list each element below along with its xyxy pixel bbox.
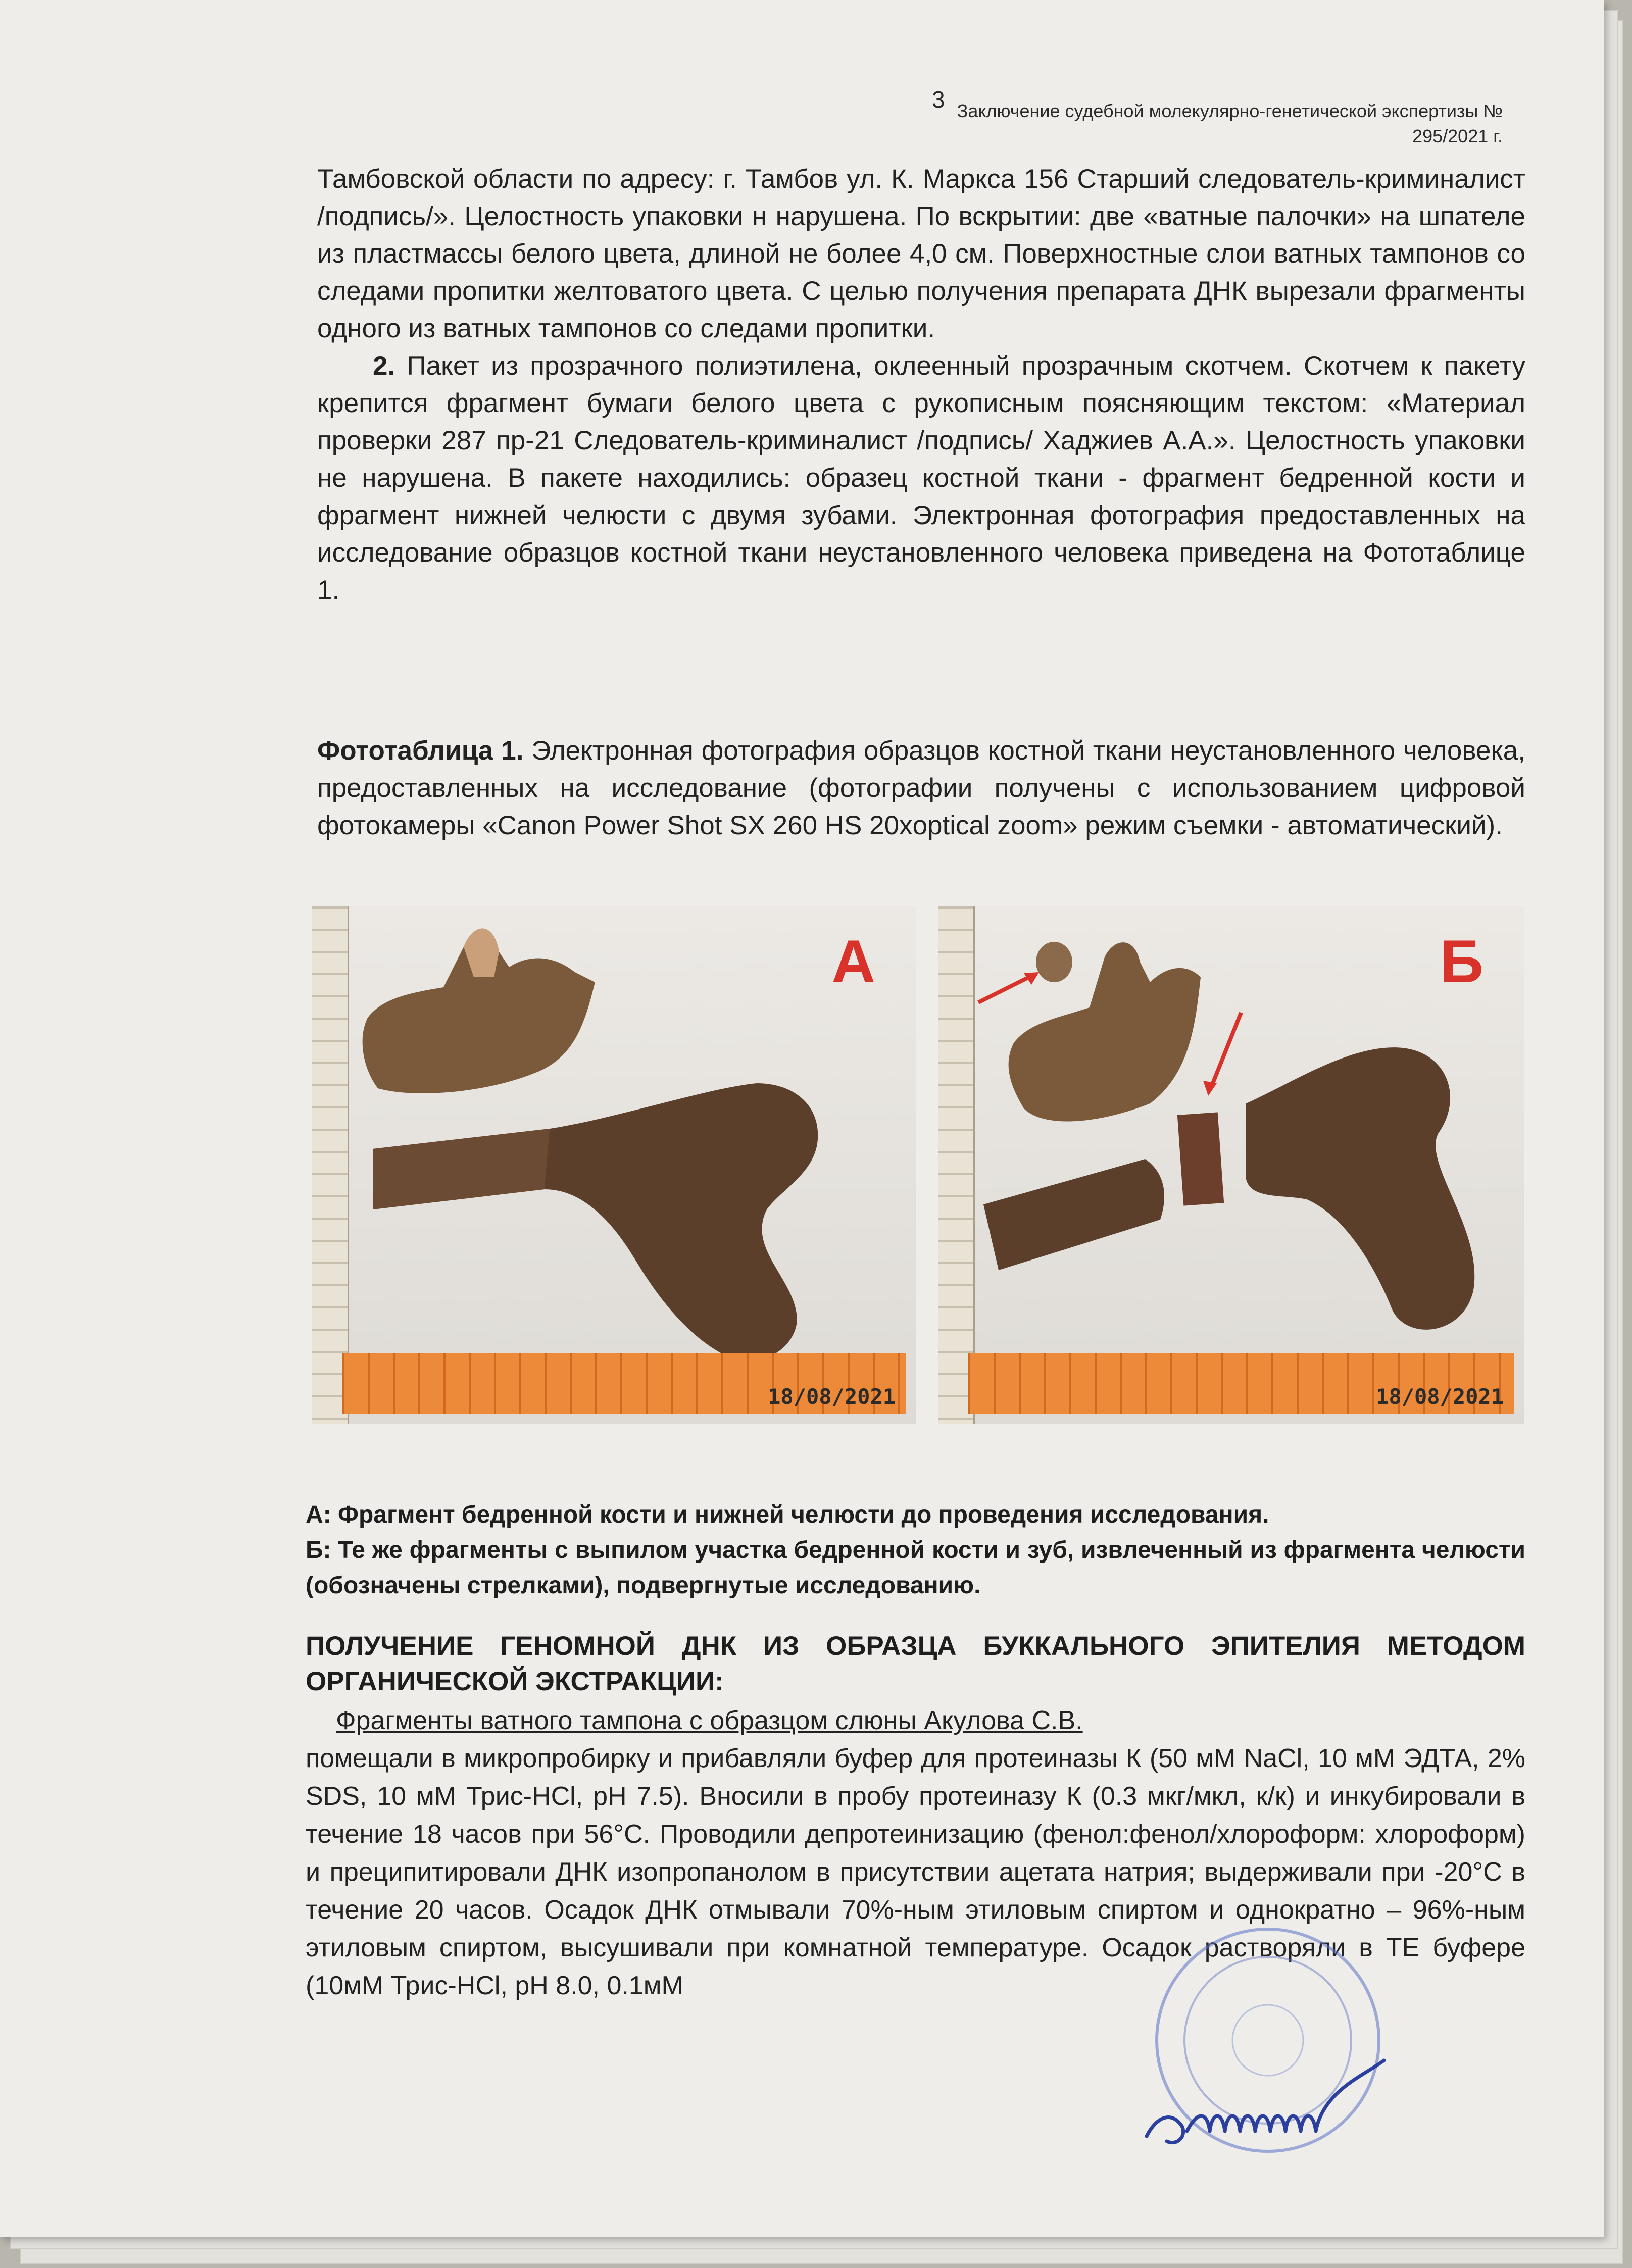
- caption-a: А: Фрагмент бедренной кости и нижней челюсти до проведения исследования.: [306, 1501, 1269, 1528]
- photo-label: Б: [1440, 928, 1483, 995]
- phototable-label: Фототаблица 1.: [317, 736, 524, 766]
- phototable-text: Электронная фотография образцов костной ткани неустановленного человека, предоставленных на исследование (фотографии получены с использованием цифровой фотокамеры «Canon Power Shot SX 260 HS 20xoptical zoom» режим съемки - автоматический).: [317, 736, 1525, 840]
- photo-label: А: [831, 928, 875, 995]
- photo-captions: [306, 1497, 1525, 1603]
- photo-a: [312, 906, 916, 1424]
- section-heading: ПОЛУЧЕНИЕ ГЕНОМНОЙ ДНК ИЗ ОБРАЗЦА БУККАЛЬНОГО ЭПИТЕЛИЯ МЕТОДОМ ОРГАНИЧЕСКОЙ ЭКСТРАКЦИИ:: [306, 1631, 1525, 1696]
- stamp-and-signature: [1101, 1924, 1475, 2187]
- section-subheading: Фрагменты ватного тампона с образцом слюны Акулова С.В.: [336, 1706, 1083, 1735]
- caption-b: Б: Те же фрагменты с выпилом участка бедренной кости и зуб, извлеченный из фрагмента челюсти (обозначены стрелками), подвергнутые исследованию.: [306, 1537, 1525, 1599]
- phototable-description: [317, 732, 1525, 844]
- bone-fragments-image: [938, 906, 1524, 1424]
- intro-continuation: Тамбовской области по адресу: г. Тамбов ул. К. Маркса 156 Старший следователь-криминалист /подпись/». Целостность упаковки н нарушена. По вскрытии: две «ватные палочки» на шпателе из пластмассы белого цвета, длиной не более 4,0 см. Поверхностные слои ватных тампонов со следами пропитки желтоватого цвета. С целью получения препарата ДНК вырезали фрагменты одного из ватных тампонов со следами пропитки.: [317, 164, 1525, 343]
- item-2-text: Пакет из прозрачного полиэтилена, оклеенный прозрачным скотчем. Скотчем к пакету крепится фрагмент бумаги белого цвета с рукописным поясняющим текстом: «Материал проверки 287 пр-21 Следователь-криминалист /подпись/ Хаджиев А.А.». Целостность упаковки не нарушена. В пакете находились: образец костной ткани - фрагмент бедренной кости и фрагмент нижней челюсти с двумя зубами. Электронная фотография предоставленных на исследование образцов костной ткани неустановленного человека приведена на Фототаблице 1.: [317, 351, 1525, 605]
- photo-date-stamp: 18/08/2021: [1376, 1384, 1504, 1409]
- bone-fragments-image: [312, 906, 916, 1424]
- item-2-paragraph: [317, 347, 1525, 609]
- photo-b: [938, 906, 1524, 1424]
- item-2-number: 2.: [373, 351, 395, 381]
- running-header: Заключение судебной молекулярно-генетической экспертизы № 295/2021 г.: [957, 100, 1503, 146]
- method-paragraph: помещали в микропробирку и прибавляли буфер для протеиназы К (50 мМ NaCl, 10 мМ ЭДТА, 2% SDS, 10 мМ Трис-HCl, pH 7.5). Вносили в пробу протеиназу К (0.3 мкг/мкл, к/к) и инкубировали в течение 18 часов при 56°С. Проводили депротеинизацию (фенол:фенол/хлороформ: хлороформ) и преципитировали ДНК изопропанолом в присутствии ацетата натрия; выдерживали при -20°С в течение 20 часов. Осадок ДНК отмывали 70%-ным этиловым спиртом и однократно – 96%-ным этиловым спиртом, высушивали при комнатной температуре. Осадок растворяли в ТЕ буфере (10мМ Трис-HCl, pH 8.0, 0.1мМ: [306, 1744, 1525, 2000]
- page-number: 3: [932, 86, 945, 113]
- intro-text: [317, 161, 1525, 609]
- photo-date-stamp: 18/08/2021: [768, 1384, 896, 1409]
